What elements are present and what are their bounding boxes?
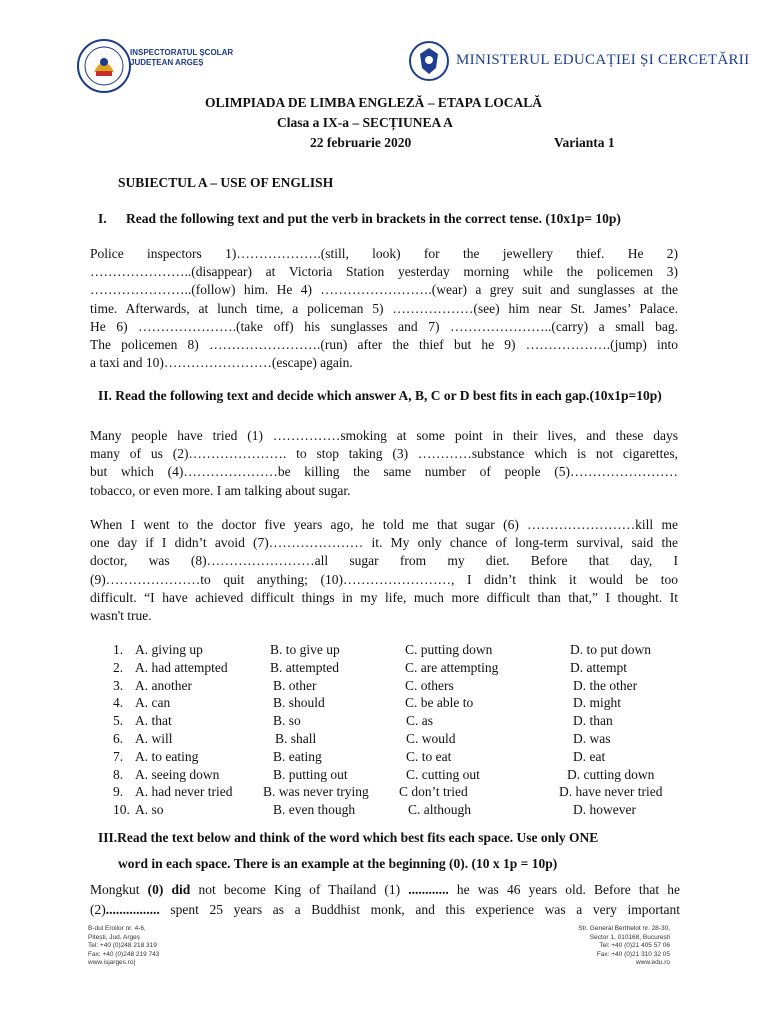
text-line [90, 900, 680, 920]
option-a: A. can [135, 695, 171, 711]
option-d: D. however [573, 802, 636, 818]
option-number: 8. [113, 766, 124, 782]
option-d: D. the other [573, 677, 638, 693]
text-line: tobacco, or even more. I am talking about sugar. [90, 482, 351, 498]
option-b: B. putting out [273, 766, 348, 782]
text-line: difficult. “I have achieved difficult things in my life, much more difficult than that,” I thought. It [90, 589, 678, 605]
answer-options [113, 641, 693, 819]
option-number: 6. [113, 730, 124, 746]
option-row [113, 783, 693, 801]
footer-line: Fax: +40 (0)248 219 743 [88, 950, 160, 958]
text-line: Many people have tried (1) ……………smoking at some point in their lives, and these days [90, 428, 678, 443]
footer-line: B-dul Eroilor nr. 4-6, [88, 925, 146, 932]
section1-number: I. [98, 211, 107, 226]
text-segment: spent 25 years as a Buddhist monk, and this experience was a very important [159, 902, 680, 917]
text-line: When I went to the doctor five years ago, he told me that sugar (6) ……………………kill me [90, 517, 678, 532]
text-line: (9)…………………to quit anything; (10)……………………, I didn’t think it would be too [90, 571, 678, 587]
title-date: 22 februarie 2020 [310, 135, 412, 150]
option-b: B. was never trying [263, 784, 369, 800]
option-a: A. seeing down [135, 766, 220, 782]
option-row [113, 677, 693, 695]
option-a: A. giving up [135, 642, 203, 657]
option-d: D. cutting down [567, 766, 655, 782]
option-a: A. to eating [135, 748, 199, 764]
option-c: C. be able to [405, 695, 474, 711]
option-c: C. putting down [405, 642, 493, 657]
option-d: D. eat [573, 748, 606, 764]
option-number: 4. [113, 695, 124, 711]
option-c: C. cutting out [406, 766, 480, 782]
option-row [113, 766, 693, 784]
option-row [113, 748, 693, 766]
text-line [90, 880, 680, 900]
option-a: A. had attempted [135, 659, 228, 675]
option-d: D. was [573, 730, 611, 746]
isj-label [130, 48, 233, 68]
footer-line: Tel: +40 (0)248 218 319 [88, 942, 157, 950]
ministry-name: MINISTERUL EDUCAȚIEI ȘI CERCETĂRII [456, 52, 750, 68]
option-b: B. to give up [270, 642, 340, 657]
text-line: The policemen 8) …………………….(run) after the thief but he 9) ……………….(jump) into [90, 337, 678, 353]
text-segment: not become King of Thailand (1) [190, 882, 409, 897]
option-number: 9. [113, 784, 124, 800]
subject-heading: SUBIECTUL A – USE OF ENGLISH [118, 175, 334, 190]
title-line1: OLIMPIADA DE LIMBA ENGLEZĂ – ETAPA LOCALĂ [205, 95, 543, 110]
section3-heading-line1: III.Read the text below and think of the word which best fits each space. Use only ONE [98, 830, 599, 845]
text-line: a taxi and 10)……………………(escape) again. [90, 355, 353, 371]
option-c: C. would [406, 730, 456, 746]
option-d: D. than [573, 713, 613, 729]
text-line: Police inspectors 1)……………….(still, look) for the jewellery thief. He 2) [90, 246, 678, 261]
option-d: D. might [573, 695, 622, 711]
option-number: 10. [113, 802, 130, 818]
footer-line: www.isjarges.ro| [88, 959, 136, 967]
option-row [113, 659, 693, 677]
footer-address-left [88, 925, 159, 968]
gap-blank: ................ [105, 902, 160, 917]
title-line2: Clasa a IX-a – SECȚIUNEA A [277, 115, 453, 130]
footer-line: www.edu.ro [636, 959, 670, 967]
option-d: D. attempt [570, 659, 627, 675]
option-b: B. should [273, 695, 325, 711]
example-answer: (0) did [147, 882, 191, 897]
option-number: 1. [113, 642, 124, 657]
option-c: C. others [405, 677, 454, 693]
option-a: A. so [135, 802, 164, 818]
option-row [113, 730, 693, 748]
option-c: C. to eat [406, 748, 452, 764]
option-number: 5. [113, 713, 124, 729]
section3-text [90, 880, 680, 920]
option-c: C don’t tried [399, 784, 468, 800]
section2-heading: II. Read the following text and decide which answer A, B, C or D best fits in each gap.(10x1p=10p) [98, 388, 662, 403]
option-d: D. to put down [570, 642, 651, 657]
option-b: B. attempted [270, 659, 339, 675]
section2-paragraph2 [90, 516, 678, 625]
section3-heading-line2: word in each space. There is an example at the beginning (0). (10 x 1p = 10p) [118, 856, 558, 871]
isj-line2: JUDEȚEAN ARGEȘ [130, 58, 204, 67]
option-row [113, 712, 693, 730]
text-line: wasn't true. [90, 608, 152, 624]
section2-paragraph1 [90, 427, 678, 500]
option-b: B. other [273, 677, 317, 693]
option-a: A. will [135, 730, 173, 746]
text-line: but which (4)…………………be killing the same number of people (5)…………………… [90, 464, 678, 480]
option-a: A. had never tried [135, 784, 233, 800]
option-b: B. shall [275, 730, 317, 746]
option-d: D. have never tried [559, 784, 663, 800]
option-b: B. so [273, 713, 301, 729]
footer-line: Str. General Berthelot nr. 28-30, [578, 925, 670, 932]
footer-address-right [560, 925, 670, 968]
option-row [113, 694, 693, 712]
option-row [113, 641, 693, 659]
ministry-crest-icon [408, 40, 450, 82]
option-number: 3. [113, 677, 124, 693]
footer-line: Sector 1, 010168, București [589, 933, 670, 941]
option-c: C. although [408, 802, 471, 818]
section1-heading: Read the following text and put the verb in brackets in the correct tense. (10x1p= 10p) [126, 211, 621, 226]
footer-line: Tel: +40 (0)21 405 57 06 [599, 942, 670, 950]
option-a: A. that [135, 713, 172, 729]
option-number: 2. [113, 659, 124, 675]
isj-arges-logo [76, 38, 132, 94]
text-line: one day if I didn’t avoid (7)………………… it. My only chance of long-term survival, said the [90, 535, 678, 551]
title-variant: Varianta 1 [554, 135, 615, 150]
text-segment: Mongkut [90, 882, 148, 897]
footer-line: Pitești, Jud. Argeș [88, 933, 141, 941]
gap-blank: ............ [408, 882, 449, 897]
text-line: many of us (2)…………………. to stop taking (3) …………substance which is not cigarettes, [90, 446, 678, 462]
isj-line1: INSPECTORATUL ȘCOLAR [130, 48, 234, 57]
text-line: time. Afterwards, at lunch time, a policeman 5) ………………(see) him near St. James’ Palace. [90, 300, 678, 316]
text-line: …………………..(follow) him. He 4) …………………….(wear) a grey suit and sunglasses at the [90, 282, 678, 298]
text-line: doctor, was (8)……………………all sugar from my diet. Before that day, I [90, 553, 678, 569]
option-c: C. are attempting [405, 659, 499, 675]
option-b: B. eating [273, 748, 322, 764]
footer-line: Fax: +40 (0)21 310 32 05 [596, 950, 670, 958]
text-line: …………………..(disappear) at Victoria Station yesterday morning while the policemen 3) [90, 264, 678, 280]
option-a: A. another [135, 677, 192, 693]
option-number: 7. [113, 748, 124, 764]
section1-text [90, 245, 678, 372]
text-segment: (2) [90, 902, 106, 917]
option-b: B. even though [273, 802, 356, 818]
text-segment: he was 46 years old. Before that he [448, 882, 680, 897]
option-c: C. as [406, 713, 433, 729]
text-line: He 6) ………………….(take off) his sunglasses and 7) …………………..(carry) a small bag. [90, 318, 678, 334]
option-row [113, 801, 693, 819]
